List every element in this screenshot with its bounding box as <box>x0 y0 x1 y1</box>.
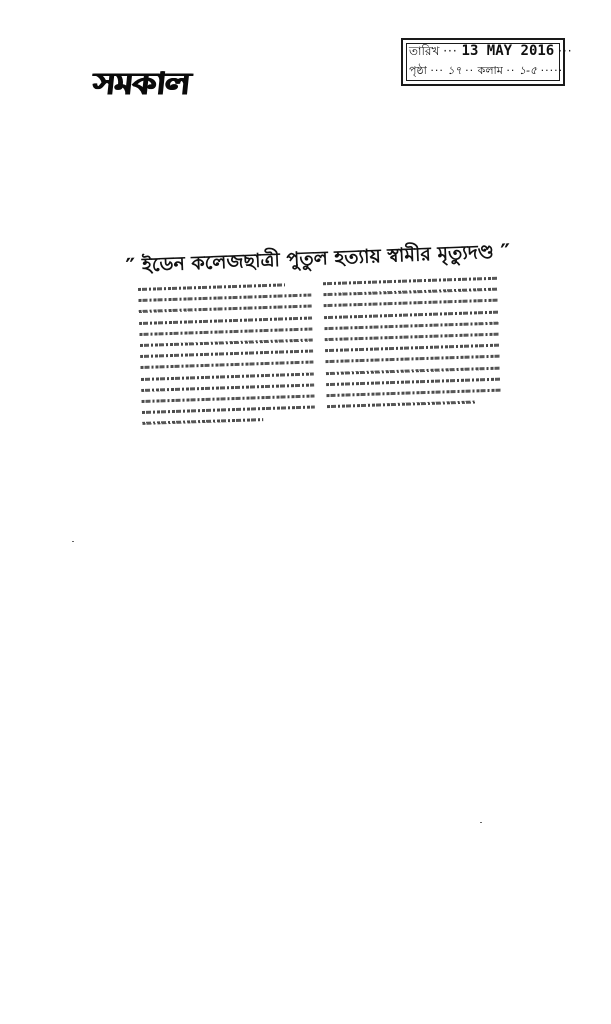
body-text-line <box>323 277 498 285</box>
scan-speck <box>72 541 74 542</box>
body-text-line <box>325 333 500 341</box>
stamp-date-row <box>409 42 573 60</box>
scan-speck <box>480 822 482 823</box>
newspaper-masthead: সমকাল <box>91 66 192 103</box>
body-text-line <box>324 299 499 307</box>
stamp-dots: ··· <box>443 44 458 58</box>
body-text-line <box>142 394 315 402</box>
body-text-line <box>138 294 311 302</box>
stamp-column-value: ১-৫ <box>518 64 538 77</box>
article-column-right <box>323 277 502 417</box>
headline-open-mark: ″ <box>125 254 136 280</box>
body-text-line <box>326 377 501 385</box>
body-text-line <box>142 418 263 425</box>
body-text-line <box>142 406 315 414</box>
body-text-line <box>140 350 313 358</box>
date-stamp <box>401 38 573 86</box>
article-headline <box>125 238 511 284</box>
stamp-date-label: তারিখ <box>409 44 440 58</box>
news-clipping <box>125 238 511 438</box>
body-text-line <box>326 389 501 397</box>
body-text-line <box>325 355 500 363</box>
body-text-line <box>139 327 312 335</box>
article-headline-text: ইডেন কলেজছাত্রী পুতুল হত্যায় স্বামীর মৃত্যুদণ্ড <box>141 240 495 277</box>
body-text-line <box>139 305 312 313</box>
body-text-line <box>324 321 499 329</box>
body-text-line <box>324 310 499 318</box>
stamp-page-label: পৃষ্ঠা <box>409 64 427 77</box>
headline-close-mark: ″ <box>500 240 511 266</box>
body-text-line <box>140 338 313 346</box>
stamp-column-label: কলাম <box>477 64 503 77</box>
body-text-line <box>141 372 314 380</box>
body-text-line <box>325 344 500 352</box>
stamp-date-value: 13 MAY 2016 <box>461 43 555 59</box>
body-text-line <box>323 288 498 296</box>
stamp-dots: ·· <box>506 64 516 77</box>
body-text-line <box>138 283 285 291</box>
stamp-page-value: ১৭ <box>447 64 462 77</box>
stamp-page-row <box>409 62 563 80</box>
body-text-line <box>326 366 501 374</box>
stamp-dots: ····· <box>540 64 564 77</box>
article-body <box>138 277 502 428</box>
body-text-line <box>139 316 312 324</box>
body-text-line <box>140 361 313 369</box>
stamp-dots: ·· <box>465 64 475 77</box>
article-column-left <box>138 283 315 434</box>
stamp-dots: ··· <box>430 64 444 77</box>
stamp-dots: ··· <box>558 44 573 58</box>
body-text-line <box>141 383 314 391</box>
body-text-line <box>327 401 476 409</box>
